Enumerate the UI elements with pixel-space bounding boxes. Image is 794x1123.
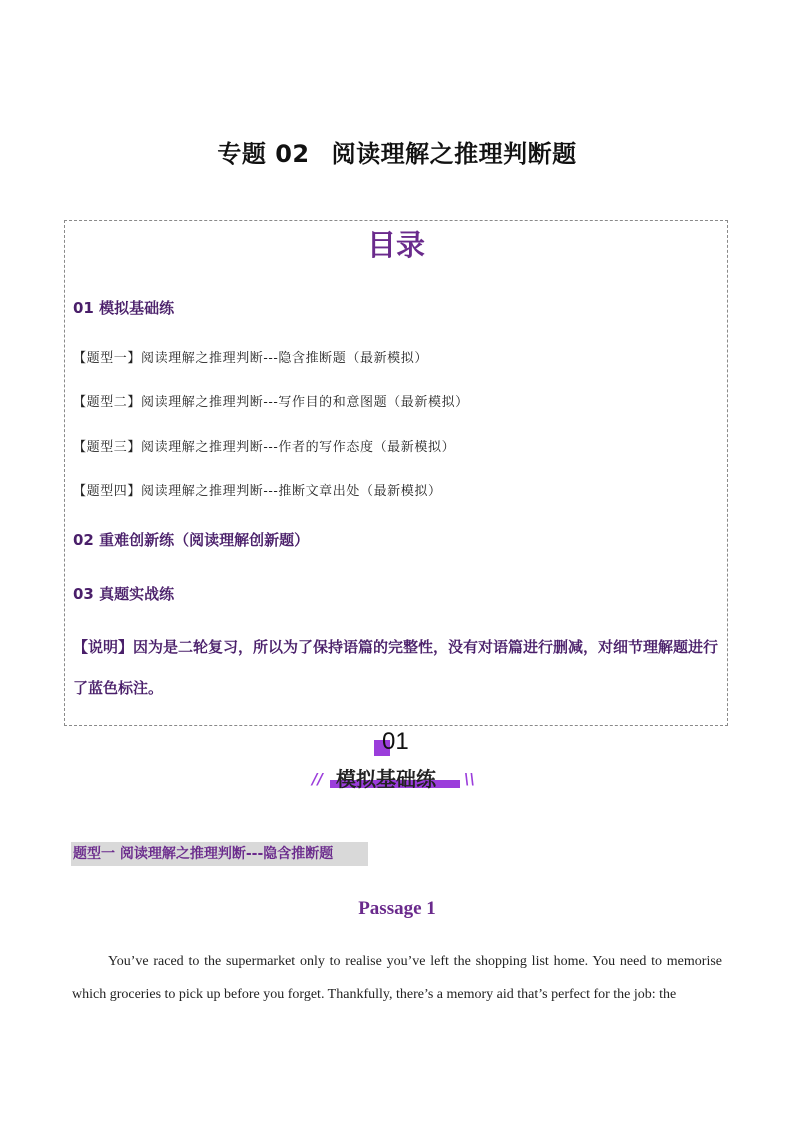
title-number: 02 — [275, 140, 310, 168]
toc-item-type-1[interactable]: 【题型一】阅读理解之推理判断---隐含推断题（最新模拟） — [73, 351, 428, 366]
question-type-label: 题型一 阅读理解之推理判断---隐含推断题 — [71, 842, 368, 866]
title-main: 阅读理解之推理判断题 — [331, 140, 577, 168]
badge-right-mark: \\ — [464, 770, 475, 788]
toc-item-type-2[interactable]: 【题型二】阅读理解之推理判断---写作目的和意图题（最新模拟） — [73, 395, 469, 410]
section-badge — [0, 728, 794, 794]
toc-section-1[interactable]: 01 模拟基础练 — [73, 299, 175, 317]
toc-item-type-4[interactable]: 【题型四】阅读理解之推理判断---推断文章出处（最新模拟） — [73, 484, 442, 499]
toc-note: 【说明】因为是二轮复习，所以为了保持语篇的完整性，没有对语篇进行删减，对细节理解题进行了蓝色标注。 — [73, 638, 719, 697]
toc-section-3[interactable]: 03 真题实战练 — [73, 585, 175, 603]
table-of-contents — [64, 220, 728, 726]
badge-left-mark: // — [312, 770, 323, 788]
badge-label: 模拟基础练 — [336, 767, 436, 791]
toc-heading: 目录 — [366, 228, 425, 262]
badge-number: 01 — [382, 728, 409, 755]
passage-title: Passage 1 — [358, 898, 436, 919]
title-prefix: 专题 — [217, 140, 267, 168]
document-title — [0, 134, 794, 169]
toc-section-2[interactable]: 02 重难创新练（阅读理解创新题） — [73, 531, 310, 549]
passage-paragraph: You’ve raced to the supermarket only to realise you’ve left the shopping list home. You need to memorise which groceries to pick up before you forget. Thankfully, there’s a memory aid that’s perfect for the job: the — [72, 954, 722, 1002]
toc-item-type-3[interactable]: 【题型三】阅读理解之推理判断---作者的写作态度（最新模拟） — [73, 440, 456, 455]
